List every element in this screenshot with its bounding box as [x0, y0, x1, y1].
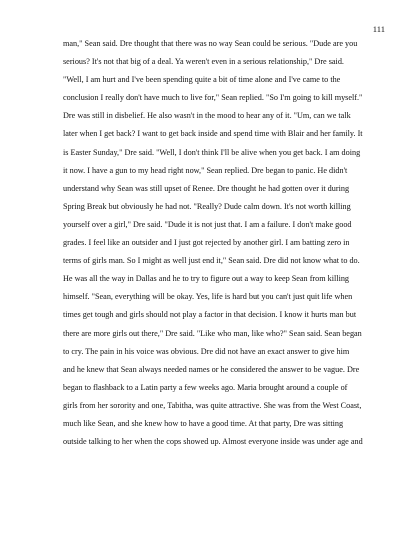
text-line: there are more girls out there," Dre said. "Like who man, like who?" Sean said. Sean began	[63, 328, 362, 338]
text-line: it now. I have a gun to my head right now," Sean replied. Dre began to panic. He didn't	[63, 165, 348, 175]
text-line: man," Sean said. Dre thought that there was no way Sean could be serious. "Dude are you	[63, 39, 358, 48]
text-line: outside talking to her when the cops showed up. Almost everyone inside was under age and	[63, 437, 363, 447]
page-number: 111	[372, 24, 385, 34]
text-line: times get tough and girls should not play a factor in that decision. I know it hurts man but	[63, 310, 357, 320]
text-line: serious? It's not that big of a deal. Ya weren't even in a serious relationship," Dre said.	[63, 57, 344, 67]
text-line: Spring Break but obviously he had not. "Really? Dude calm down. It's not worth killing	[63, 201, 351, 211]
text-line: and he knew that Sean always needed names or he considered the answer to be vague. Dre	[63, 364, 360, 374]
text-line: is Easter Sunday," Dre said. "Well, I don't think I'll be alive when you get back. I am doing	[63, 147, 361, 157]
text-line: Dre was still in disbelief. He also wasn't in the mood to hear any of it. "Um, can we talk	[63, 111, 351, 121]
text-line: terms of girls man. So I might as well just end it," Sean said. Dre did not know what to do.	[63, 256, 360, 266]
text-line: understand why Sean was still upset of Renee. Dre thought he had gotten over it during	[63, 183, 350, 193]
text-line: much like Sean, and she knew how to have a good time. At that party, Dre was sitting	[63, 418, 344, 428]
text-line: "Well, I am hurt and I've been spending quite a bit of time alone and I've came to the	[63, 75, 341, 85]
text-line: He was all the way in Dallas and he to try to figure out a way to keep Sean from killing	[63, 274, 350, 284]
text-line: began to flashback to a Latin party a few weeks ago. Maria brought around a couple of	[63, 382, 348, 392]
text-line: himself. "Sean, everything will be okay. Yes, life is hard but you can't just quit life when	[63, 292, 353, 302]
text-line: later when I get back? I want to get back inside and spend time with Blair and her family. It	[63, 129, 363, 139]
text-line: yourself over a girl," Dre said. "Dude it is not just that. I am a failure. I don't make good	[63, 219, 352, 229]
text-line: to cry. The pain in his voice was obvious. Dre did not have an exact answer to give him	[63, 346, 350, 356]
text-line: girls from her sorority and one, Tabitha, was quite attractive. She was from the West Coast,	[63, 400, 362, 410]
body-text	[63, 35, 363, 451]
text-line: grades. I feel like an outsider and I just got rejected by another girl. I am batting zero in	[63, 238, 350, 248]
text-line: conclusion I really don't have much to live for," Sean replied. "So I'm going to kill myself."	[63, 93, 363, 103]
